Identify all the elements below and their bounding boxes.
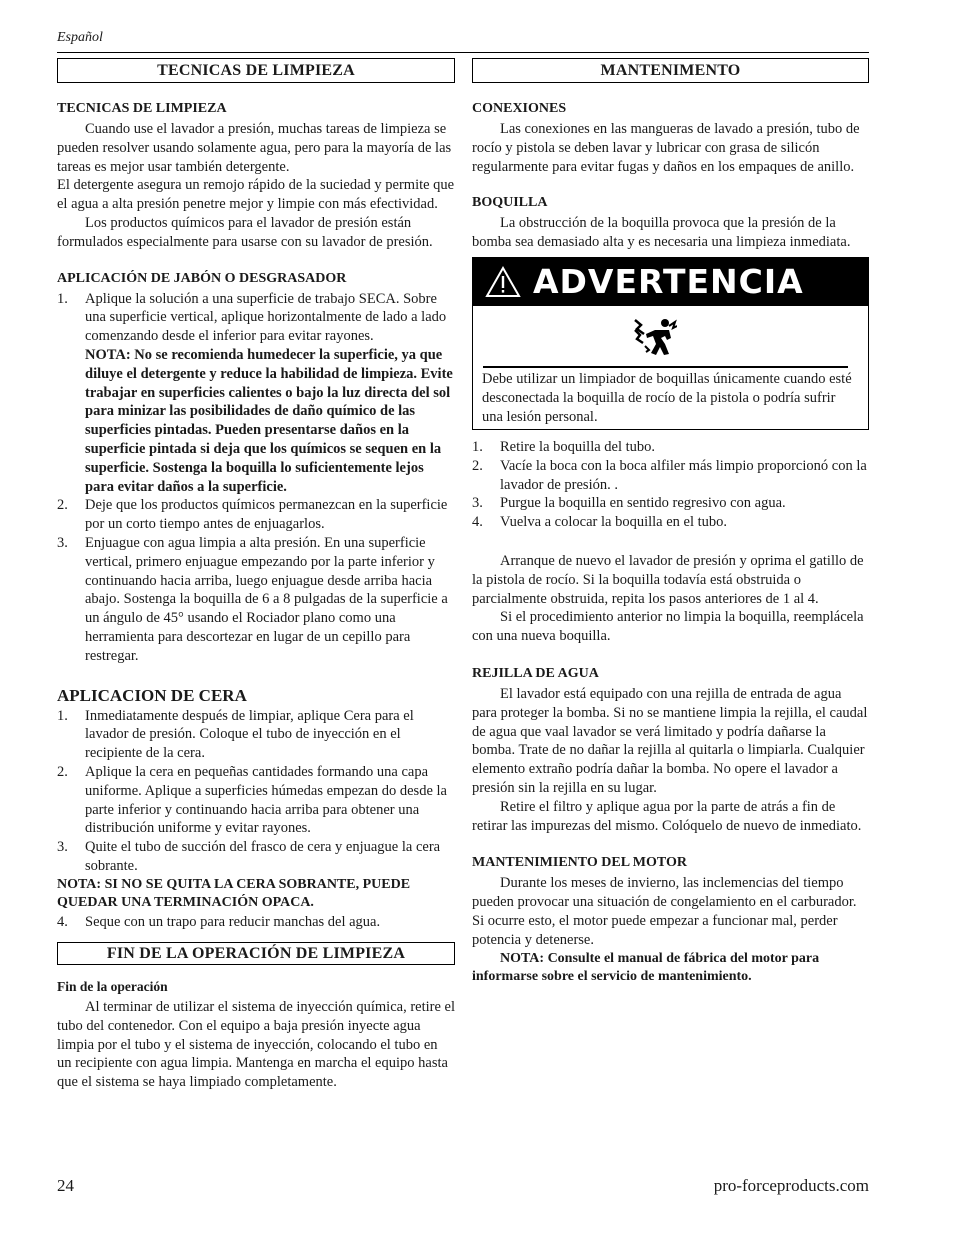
list-number: 2. xyxy=(57,763,68,780)
paragraph-arranque: Arranque de nuevo el lavador de presión y oprima el gatillo de la pistola de rocío. Si la boquilla todavía está obstruida o parcialmente obstruida, repita los pasos anteriores de 1 al 4. xyxy=(472,552,864,607)
right-column xyxy=(472,58,869,987)
paragraph-rejilla-1: El lavador está equipado con una rejilla de entrada de agua para proteger la bomba. Si no se mantiene limpia la rejilla, el caudal de agua que vaal lavador se verá limitado y podría dañarse la bomba. Trate de no dañar la rejilla al quitarla o limpiarla. Cualquier elemento extraño podría dañar la bomba. No opere el lavador a presión sin la rejilla en su lugar. xyxy=(472,685,868,796)
list-number: 2. xyxy=(472,457,483,474)
list-text: Purgue la boquilla en sentido regresivo con agua. xyxy=(500,495,786,512)
list-text: Vuelva a colocar la boquilla en el tubo. xyxy=(500,514,728,531)
note-motor: NOTA: Consulte el manual de fábrica del motor para informarse sobre el servicio de mantenimiento. xyxy=(472,950,820,985)
subheading-conexiones: CONEXIONES xyxy=(472,101,567,116)
warning-title: ADVERTENCIA xyxy=(533,262,804,302)
section-header-tecnicas: TECNICAS DE LIMPIEZA xyxy=(57,58,455,83)
list-item xyxy=(472,438,869,457)
list-item xyxy=(57,763,455,838)
subheading-boquilla: BOQUILLA xyxy=(472,195,548,211)
list-item xyxy=(57,707,455,763)
list-text: Quite el tubo de succión del frasco de cera y enjuague la cera sobrante. xyxy=(85,839,441,874)
list-text: Vacíe la boca con la boca alfiler más limpio proporcionó con la lavador de presión. . xyxy=(500,457,867,493)
subheading-tecnicas: TECNICAS DE LIMPIEZA xyxy=(57,101,227,116)
note-cera: NOTA: SI NO SE QUITA LA CERA SOBRANTE, PUEDE QUEDAR UNA TERMINACIÓN OPACA. xyxy=(57,876,411,911)
top-divider xyxy=(57,52,869,53)
warning-banner xyxy=(473,258,868,306)
spacer xyxy=(472,532,869,552)
list-text: Seque con un trapo para reducir manchas del agua. xyxy=(85,914,381,931)
list-text: Aplique la cera en pequeñas cantidades formando una capa uniforme. Aplique a superficies húmedas empezan do desde la parte inferior y continuando hacia arriba para obtener una distribución uniforme y evitar rayones. xyxy=(85,763,447,837)
section-header-mantenimento: MANTENIMENTO xyxy=(472,58,869,83)
warning-divider xyxy=(483,366,848,368)
subheading-cera: APLICACION DE CERA xyxy=(57,685,247,705)
paragraph-rejilla-2: Retire el filtro y aplique agua por la parte de atrás a fin de retirar las impurezas del mismo. Colóquelo de nuevo de inmediato. xyxy=(472,798,862,834)
list-boquilla-steps xyxy=(472,438,869,532)
paragraph-fin: Al terminar de utilizar el sistema de inyección química, retire el tubo del contenedor. Con el equipo a baja presión inyecte agua limpia por el tubo y el sistema de inyección, colocando el tubo en un recipiente con agua limpia. Mantenga en marcha el equipo hasta que el sistema se haya limpiado completamente. xyxy=(57,999,456,1091)
paragraph-conexiones: Las conexiones en las mangueras de lavado a presión, tubo de rocío y pistola se deben lavar y lubricar con grasa de silicón regularmente para evitar fugas y daños en los empaques de anillo. xyxy=(472,121,860,175)
list-item xyxy=(57,290,455,497)
paragraph-motor: Durante los meses de invierno, las inclemencias del tiempo pueden provocar una situación de congelamiento en el carburador. Si ocurre esto, el motor puede empezar a funcionar mal, perder potencia y detenerse. xyxy=(472,875,857,948)
subheading-jabon: APLICACIÓN DE JABÓN O DESGRASADOR xyxy=(57,270,347,286)
section-header-fin: FIN DE LA OPERACIÓN DE LIMPIEZA xyxy=(57,942,455,965)
list-item xyxy=(57,496,455,534)
subheading-motor: MANTENIMIENTO DEL MOTOR xyxy=(472,855,687,871)
list-text: Inmediatamente después de limpiar, aplique Cera para el lavador de presión. Coloque el tubo de inyección en el recipiente de la cera. xyxy=(85,707,414,762)
list-number: 3. xyxy=(472,495,483,512)
subheading-fin: Fin de la operación xyxy=(57,979,168,995)
language-label: Español xyxy=(57,30,103,45)
warning-triangle-icon xyxy=(485,266,521,298)
list-number: 4. xyxy=(57,914,68,931)
paragraph-tecnicas-1b: El detergente asegura un remojo rápido de la suciedad y permite que el agua a alta presión penetre mejor y limpie con más efectividad. xyxy=(57,177,455,213)
subheading-rejilla: REJILLA DE AGUA xyxy=(472,665,599,681)
warning-text: Debe utilizar un limpiador de boquillas únicamente cuando esté desconectada la boquilla de rocío de la pistola o podría sufrir una lesión personal. xyxy=(482,370,852,425)
page-number: 24 xyxy=(57,1176,74,1195)
warning-box xyxy=(472,257,869,430)
list-item xyxy=(57,838,455,876)
website-url: pro-forceproducts.com xyxy=(713,1176,869,1195)
list-item xyxy=(57,913,455,932)
list-number: 1. xyxy=(472,438,483,455)
paragraph-tecnicas-2: Los productos químicos para el lavador de presión están formulados especialmente para usarse con su lavador de presión. xyxy=(57,214,433,250)
list-text: Aplique la solución a una superficie de trabajo SECA. Sobre una superficie vertical, aplique horizontalmente de lado a lado comenzando desde el inferior para evitar rayones. xyxy=(85,290,447,345)
left-column xyxy=(57,58,455,1092)
list-text: Retire la boquilla del tubo. xyxy=(500,438,656,455)
list-number: 2. xyxy=(57,497,68,514)
list-number: 3. xyxy=(57,534,68,551)
list-text: Enjuague con agua limpia a alta presión. En una superficie vertical, primero enjuague empezando por la parte inferior y continuando hacia arriba, luego enjuague desde arriba hacia abajo. Sostenga la boquilla de 6 a 8 pulgadas de la superficie a un ángulo de 45° usando el Rociador plano como una herramienta para descortezar en lugar de un cepillo para restregar. xyxy=(85,534,448,664)
note-humedecer: NOTA: No se recomienda humedecer la superficie, ya que diluye el detergente y reduce la habilidad de limpieza. Evite trabajar en superficies calientes o bajo la luz directa del sol para minizar las posibilidades de daño químico de las superficies pintadas. Pueden presentarse daños en la superficie pintada si deja que los químicos se sequen en la superficie. Sostenga la boquilla lo suficientemente lejos para evitar daños a la superficie. xyxy=(85,346,453,495)
electric-shock-icon xyxy=(631,316,677,358)
list-item xyxy=(57,534,455,666)
list-jabon xyxy=(57,290,455,666)
list-number: 4. xyxy=(472,514,483,531)
list-cera-cont xyxy=(57,913,455,932)
list-cera xyxy=(57,707,455,876)
paragraph-boquilla: La obstrucción de la boquilla provoca que la presión de la bomba sea demasiado alta y es necesaria una limpieza inmediata. xyxy=(472,215,851,251)
paragraph-reemplace: Si el procedimiento anterior no limpia la boquilla, reemplácela con una nueva boquilla. xyxy=(472,609,864,645)
list-number: 1. xyxy=(57,707,68,724)
list-item xyxy=(472,457,869,495)
paragraph-tecnicas-1a: Cuando use el lavador a presión, muchas tareas de limpieza se pueden resolver usando solamente agua, pero para la mayoría de las tareas es mejor usar también detergente. xyxy=(57,121,452,175)
list-text: Deje que los productos químicos permanezcan en la superficie por un corto tiempo antes de enjuagarlos. xyxy=(85,497,448,533)
list-item xyxy=(472,513,869,532)
list-item xyxy=(472,494,869,513)
list-number: 3. xyxy=(57,839,68,856)
list-number: 1. xyxy=(57,290,68,307)
